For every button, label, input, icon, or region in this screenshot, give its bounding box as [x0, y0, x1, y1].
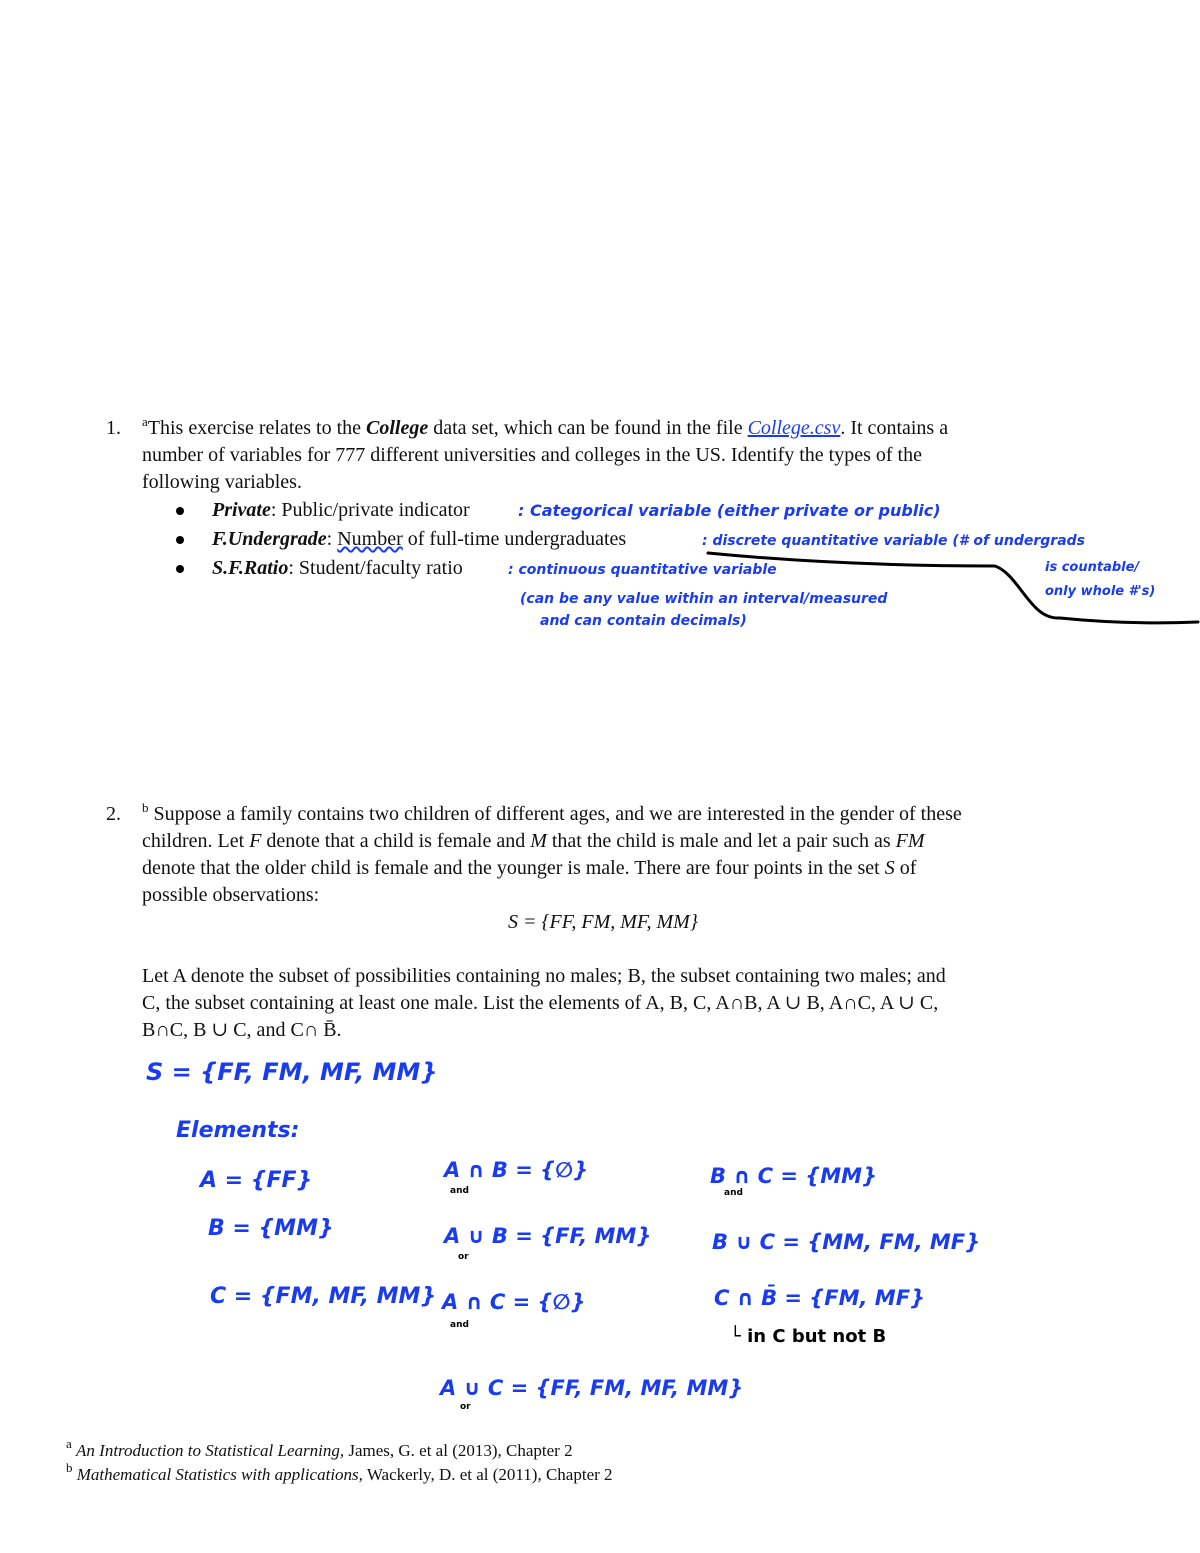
- hw-set-a: A = {FF}: [200, 1168, 313, 1193]
- note-private: : Categorical variable (either private or public): [518, 501, 941, 520]
- hw-label-or: or: [460, 1402, 471, 1412]
- hw-sample-space: S = {FF, FM, MF, MM}: [146, 1058, 438, 1086]
- note-fundergrade: : discrete quantitative variable (# of undergrads: [702, 533, 1085, 549]
- note-sfratio: : continuous quantitative variable: [508, 562, 777, 578]
- college-csv-link[interactable]: College.csv: [747, 417, 841, 439]
- q2-line-4: possible observations:: [142, 884, 320, 906]
- q2-line-2: children. Let F denote that a child is female and M that the child is male and let a pair such as FM: [142, 830, 925, 852]
- hw-c-and-not-b: C ∩ B̄ = {FM, MF}: [714, 1286, 925, 1310]
- q1-line-3: following variables.: [142, 471, 302, 493]
- handwritten-divider-line: [0, 0, 1200, 700]
- hw-b-and-c: B ∩ C = {MM}: [710, 1164, 878, 1188]
- bullet-sfratio: S.F.Ratio: Student/faculty ratio: [212, 557, 463, 579]
- hw-c-not-b-note: └ in C but not B: [730, 1326, 887, 1347]
- hw-label-and: and: [724, 1188, 743, 1198]
- q2-para-2: C, the subset containing at least one male. List the elements of A, B, C, A∩B, A ∪ B, A∩C, A ∪ C,: [142, 992, 939, 1014]
- hw-b-or-c: B ∪ C = {MM, FM, MF}: [712, 1230, 981, 1254]
- note-sfratio-2: (can be any value within an interval/measured: [520, 591, 888, 607]
- footnote-a: $^a$ An Introduction to Statistical Learning, James, G. et al (2013), Chapter 2: [66, 1436, 573, 1460]
- q2-para-3: B∩C, B ∪ C, and C∩ B̄.: [142, 1019, 342, 1041]
- footnote-b: $^b$ Mathematical Statistics with applications, Wackerly, D. et al (2011), Chapter 2: [66, 1460, 613, 1484]
- hw-label-and: and: [450, 1320, 469, 1330]
- hw-elements-heading: Elements:: [176, 1118, 300, 1143]
- hw-a-or-b: A ∪ B = {FF, MM}: [444, 1224, 652, 1248]
- q2-number: 2.: [106, 803, 121, 825]
- hw-a-or-c: A ∪ C = {FF, FM, MF, MM}: [440, 1376, 744, 1400]
- set-equation: S = {FF, FM, MF, MM}: [508, 911, 698, 933]
- hw-set-c: C = {FM, MF, MM}: [210, 1284, 437, 1309]
- q1-footnote-mark: a: [142, 414, 148, 429]
- q1-line-2: number of variables for 777 different universities and colleges in the US. Identify the types of the: [142, 444, 922, 466]
- hw-set-b: B = {MM}: [208, 1216, 334, 1241]
- bullet-fundergrade: F.Undergrade: Number of full-time undergraduates: [212, 528, 627, 550]
- note-fundergrade-3: only whole #'s): [1045, 584, 1156, 599]
- q2-line-3: denote that the older child is female and the younger is male. There are four points in the set S of: [142, 857, 917, 879]
- q2-line-1: $^b$ Suppose a family contains two children of different ages, and we are interested in the gender of these: [142, 800, 962, 825]
- q1-line-1: $^a$This exercise relates to the College data set, which can be found in the file College.csv. It contains a: [142, 414, 949, 439]
- hw-label-and: and: [450, 1186, 469, 1196]
- note-fundergrade-2: is countable/: [1045, 560, 1140, 575]
- q2-para-1: Let A denote the subset of possibilities containing no males; B, the subset containing two males; and: [142, 965, 946, 987]
- q1-number: 1.: [106, 417, 121, 439]
- note-sfratio-3: and can contain decimals): [540, 613, 747, 629]
- bullet-private: Private: Public/private indicator: [212, 499, 470, 521]
- hw-a-and-b: A ∩ B = {∅}: [444, 1158, 589, 1182]
- hw-label-or: or: [458, 1252, 469, 1262]
- hw-a-and-c: A ∩ C = {∅}: [442, 1290, 586, 1314]
